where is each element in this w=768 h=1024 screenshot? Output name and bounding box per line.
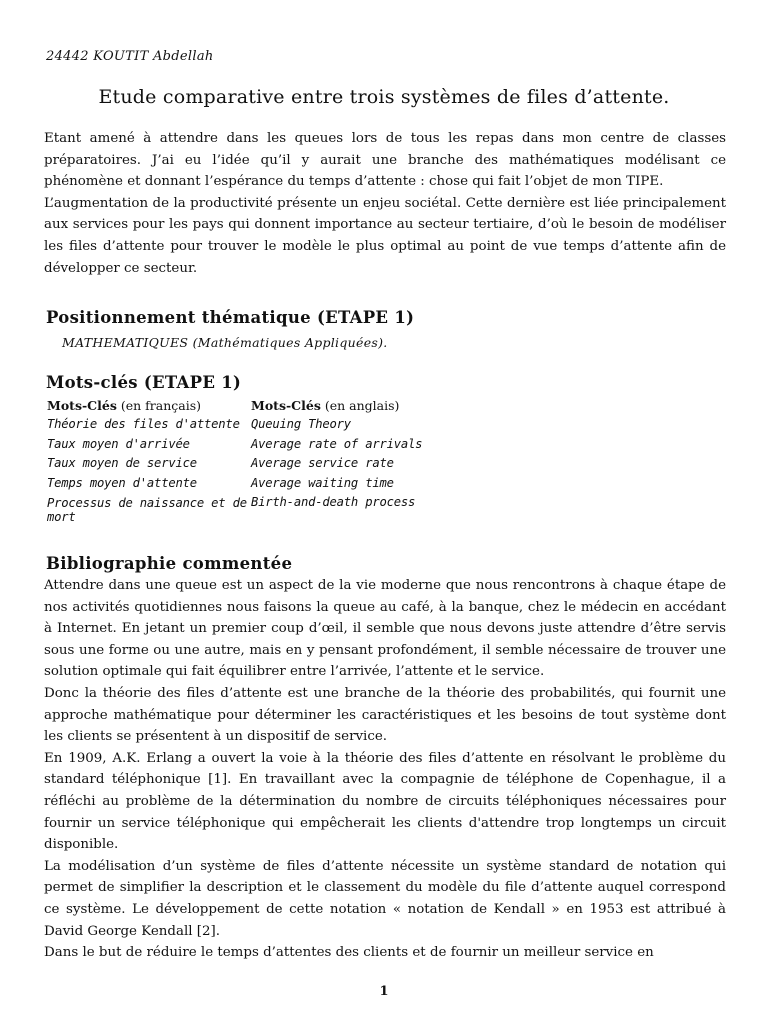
biblio-paragraph: Donc la théorie des files d’attente est une branche de la théorie des probabilités, qui fournit une approche mathématique pour déterminer les caractéristiques et les besoins de tout système dont les clients se présentent à un dispositif de service. [44,685,726,745]
author-line: 24442 KOUTIT Abdellah [46,49,214,64]
motscles-heading: Mots-clés (ETAPE 1) [46,373,242,392]
biblio-text [44,575,726,964]
keyword-row [47,454,491,473]
keywords-table [47,396,491,524]
keyword-row [47,493,491,524]
keywords-header-fr: Mots-Clés (en français) [47,398,201,413]
keyword-en: Queuing Theory [251,417,351,432]
keyword-en: Average waiting time [251,475,394,490]
intro-paragraph: Etant amené à attendre dans les queues lors de tous les repas dans mon centre de classes préparatoires. J’ai eu l’idée qu’il y aurait une branche des mathématiques modélisant ce phénomène et donnant l’espérance du temps d’attente : chose qui fait l’objet de mon TIPE. [44,131,726,190]
keyword-en: Average service rate [251,456,394,471]
keywords-header-row [47,396,491,415]
keyword-fr: Temps moyen d'attente [47,475,197,490]
positionnement-heading: Positionnement thématique (ETAPE 1) [46,308,415,327]
keyword-fr: Taux moyen d'arrivée [47,436,190,451]
keyword-fr: Processus de naissance et de mort [47,496,247,525]
page-number: 1 [379,984,389,999]
positionnement-text: MATHEMATIQUES (Mathématiques Appliquées). [62,335,388,350]
biblio-paragraph: La modélisation d’un système de files d’attente nécessite un système standard de notation qui permet de simplifier la description et le classement du modèle du file d’attente auquel correspond ce système. Le développement de cette notation « notation de Kendall » en 1953 est attribué à David George Kendall [2]. [44,858,726,939]
keyword-fr: Taux moyen de service [47,456,197,471]
intro-text [44,128,726,279]
keywords-header-en: Mots-Clés (en anglais) [251,398,400,413]
biblio-paragraph: Attendre dans une queue est un aspect de la vie moderne que nous rencontrons à chaque étape de nos activités quotidiennes nous faisons la queue au café, à la banque, chez le médecin en accédant à Internet. En jetant un premier coup d’œil, il semble que nous devons juste attendre d’être servis sous une forme ou une autre, mais en y pensant profondément, il semble nécessaire de trouver une solution optimale qui fait équilibrer entre l’arrivée, l’attente et le service. [44,578,726,680]
keyword-fr: Théorie des files d'attente [47,417,240,432]
keyword-row [47,435,491,454]
biblio-paragraph: En 1909, A.K. Erlang a ouvert la voie à la théorie des files d’attente en résolvant le problème du standard téléphonique [1]. En travaillant avec la compagnie de téléphone de Copenhague, il a réfléchi au problème de la détermination du nombre de circuits téléphoniques nécessaires pour fournir un service téléphonique qui empêcherait les clients d'attendre trop longtemps un circuit disponible. [44,750,726,853]
keyword-row [47,415,491,434]
keyword-en: Average rate of arrivals [251,436,423,451]
document-title: Etude comparative entre trois systèmes de files d’attente. [98,86,670,108]
keyword-en: Birth-and-death process [251,495,416,510]
keyword-row [47,474,491,493]
biblio-heading: Bibliographie commentée [46,554,293,573]
intro-paragraph: L’augmentation de la productivité présente un enjeu sociétal. Cette dernière est liée principalement aux services pour les pays qui donnent importance au secteur tertiaire, d’où le besoin de modéliser les files d’attente pour trouver le modèle le plus optimal au point de vue temps d’attente afin de développer ce secteur. [44,195,726,276]
biblio-paragraph: Dans le but de réduire le temps d’attentes des clients et de fournir un meilleur service en [44,945,654,961]
